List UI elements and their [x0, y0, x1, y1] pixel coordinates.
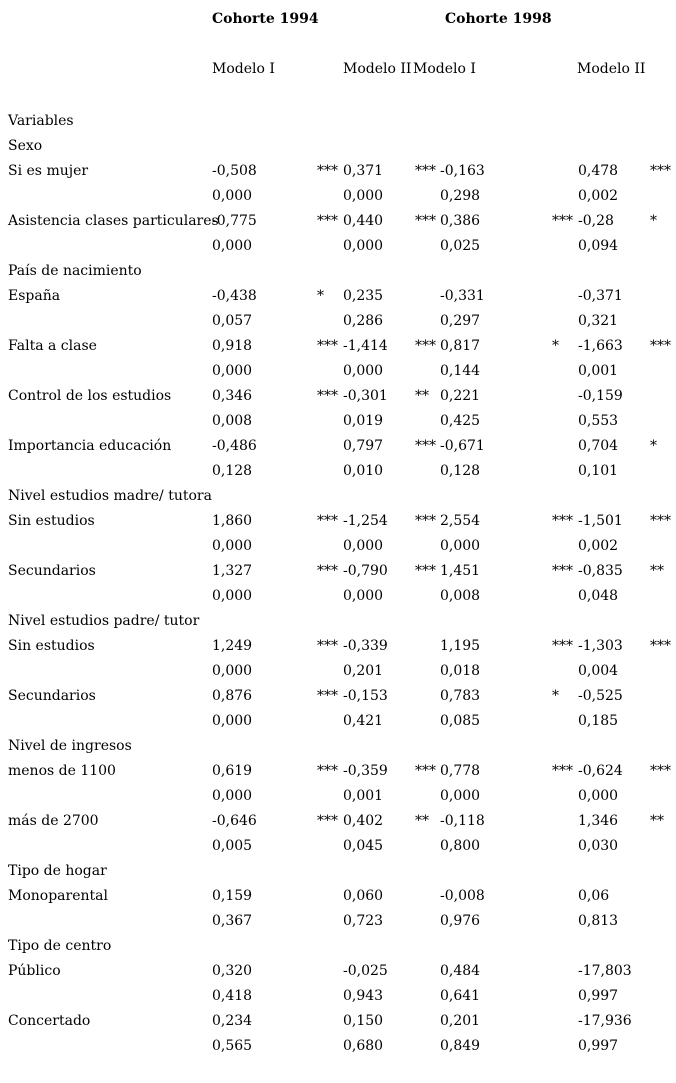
variable-label: Sin estudios: [8, 638, 95, 654]
section-label: Nivel estudios padre/ tutor: [8, 613, 200, 629]
section-row: [0, 110, 676, 135]
section-row: [0, 735, 676, 760]
coef-value: -0,339: [343, 638, 388, 654]
coefficient-row: [0, 335, 676, 360]
coefficient-row: [0, 760, 676, 785]
p-value: 0,004: [578, 663, 619, 679]
pvalue-row: [0, 710, 676, 735]
significance-stars: ***: [317, 513, 338, 529]
coef-value: -0,835: [578, 563, 623, 579]
p-value: 0,849: [440, 1038, 481, 1054]
coef-value: -0,775: [212, 213, 257, 229]
variable-label: Falta a clase: [8, 338, 97, 354]
p-value: 0,997: [578, 988, 619, 1004]
coef-value: -0,525: [578, 688, 623, 704]
coef-value: -0,118: [440, 813, 485, 829]
coef-value: -0,790: [343, 563, 388, 579]
coefficient-row: [0, 635, 676, 660]
significance-stars: ***: [415, 163, 436, 179]
significance-stars: **: [650, 563, 664, 579]
significance-stars: ***: [415, 438, 436, 454]
significance-stars: ***: [317, 338, 338, 354]
significance-stars: ***: [650, 163, 671, 179]
p-value: 0,000: [343, 188, 384, 204]
section-row: [0, 135, 676, 160]
section-label: Variables: [8, 113, 74, 129]
coef-value: 0,201: [440, 1013, 481, 1029]
section-row: [0, 260, 676, 285]
model-1-1994-header: Modelo I: [212, 61, 275, 77]
variable-label: Secundarios: [8, 563, 96, 579]
p-value: 0,321: [578, 313, 619, 329]
coef-value: -1,254: [343, 513, 388, 529]
p-value: 0,723: [343, 913, 384, 929]
pvalue-row: [0, 1035, 676, 1060]
p-value: 0,286: [343, 313, 384, 329]
model-header-row: [0, 58, 676, 83]
coef-value: 0,478: [578, 163, 619, 179]
coef-value: -1,303: [578, 638, 623, 654]
p-value: 0,000: [212, 363, 253, 379]
coef-value: 0,235: [343, 288, 384, 304]
p-value: 0,025: [440, 238, 481, 254]
coefficient-row: [0, 885, 676, 910]
pvalue-row: [0, 660, 676, 685]
pvalue-row: [0, 535, 676, 560]
coef-value: -0,371: [578, 288, 623, 304]
p-value: 0,008: [440, 588, 481, 604]
p-value: 0,997: [578, 1038, 619, 1054]
section-label: Tipo de hogar: [8, 863, 107, 879]
p-value: 0,000: [212, 788, 253, 804]
variable-label: Monoparental: [8, 888, 108, 904]
coef-value: 2,554: [440, 513, 481, 529]
p-value: 0,018: [440, 663, 481, 679]
pvalue-row: [0, 585, 676, 610]
section-label: Nivel estudios madre/ tutora: [8, 488, 212, 504]
p-value: 0,000: [343, 363, 384, 379]
p-value: 0,565: [212, 1038, 253, 1054]
variable-label: Concertado: [8, 1013, 91, 1029]
pvalue-row: [0, 410, 676, 435]
p-value: 0,367: [212, 913, 253, 929]
coef-value: -1,501: [578, 513, 623, 529]
coef-value: 0,778: [440, 763, 481, 779]
variable-label: Asistencia clases particulares: [8, 213, 219, 229]
p-value: 0,943: [343, 988, 384, 1004]
coef-value: -0,008: [440, 888, 485, 904]
coef-value: 0,619: [212, 763, 253, 779]
coef-value: -0,163: [440, 163, 485, 179]
significance-stars: ***: [317, 388, 338, 404]
coef-value: -0,438: [212, 288, 257, 304]
p-value: 0,000: [212, 188, 253, 204]
p-value: 0,128: [440, 463, 481, 479]
p-value: 0,185: [578, 713, 619, 729]
p-value: 0,425: [440, 413, 481, 429]
coefficient-row: [0, 435, 676, 460]
significance-stars: ***: [552, 638, 573, 654]
variable-label: más de 2700: [8, 813, 99, 829]
coefficient-row: [0, 510, 676, 535]
p-value: 0,085: [440, 713, 481, 729]
coef-value: 0,320: [212, 963, 253, 979]
p-value: 0,008: [212, 413, 253, 429]
significance-stars: ***: [317, 813, 338, 829]
section-row: [0, 935, 676, 960]
p-value: 0,000: [440, 538, 481, 554]
coefficient-row: [0, 685, 676, 710]
p-value: 0,000: [212, 538, 253, 554]
significance-stars: ***: [650, 513, 671, 529]
coef-value: -0,159: [578, 388, 623, 404]
coef-value: 1,860: [212, 513, 253, 529]
coef-value: 1,451: [440, 563, 481, 579]
p-value: 0,298: [440, 188, 481, 204]
significance-stars: *: [650, 213, 657, 229]
coef-value: 0,221: [440, 388, 481, 404]
coef-value: 0,876: [212, 688, 253, 704]
significance-stars: ***: [317, 638, 338, 654]
coef-value: 0,704: [578, 438, 619, 454]
coef-value: 1,346: [578, 813, 619, 829]
coef-value: 0,150: [343, 1013, 384, 1029]
variable-label: Control de los estudios: [8, 388, 172, 404]
coef-value: -1,663: [578, 338, 623, 354]
coef-value: -0,486: [212, 438, 257, 454]
significance-stars: **: [415, 388, 429, 404]
coefficient-row: [0, 210, 676, 235]
p-value: 0,048: [578, 588, 619, 604]
variable-label: España: [8, 288, 61, 304]
variable-label: Secundarios: [8, 688, 96, 704]
pvalue-row: [0, 185, 676, 210]
significance-stars: ***: [317, 763, 338, 779]
coef-value: 0,783: [440, 688, 481, 704]
pvalue-row: [0, 835, 676, 860]
significance-stars: ***: [415, 513, 436, 529]
cohort-header-row: [0, 8, 676, 33]
significance-stars: ***: [415, 213, 436, 229]
p-value: 0,418: [212, 988, 253, 1004]
significance-stars: **: [415, 813, 429, 829]
coef-value: 0,371: [343, 163, 384, 179]
significance-stars: *: [552, 338, 559, 354]
p-value: 0,000: [578, 788, 619, 804]
variable-label: Si es mujer: [8, 163, 89, 179]
p-value: 0,001: [343, 788, 384, 804]
coef-value: -17,936: [578, 1013, 632, 1029]
pvalue-row: [0, 460, 676, 485]
coefficient-row: [0, 560, 676, 585]
p-value: 0,000: [343, 538, 384, 554]
model-2-1998-header: Modelo II: [577, 61, 646, 77]
coef-value: -0,359: [343, 763, 388, 779]
section-row: [0, 610, 676, 635]
coef-value: -0,508: [212, 163, 257, 179]
p-value: 0,000: [212, 588, 253, 604]
significance-stars: *: [552, 688, 559, 704]
p-value: 0,057: [212, 313, 253, 329]
significance-stars: ***: [317, 163, 338, 179]
coefficient-row: [0, 160, 676, 185]
coef-value: -0,301: [343, 388, 388, 404]
coefficient-row: [0, 385, 676, 410]
coef-value: -0,646: [212, 813, 257, 829]
coef-value: 0,797: [343, 438, 384, 454]
significance-stars: *: [650, 438, 657, 454]
pvalue-row: [0, 910, 676, 935]
section-label: Tipo de centro: [8, 938, 112, 954]
significance-stars: ***: [415, 763, 436, 779]
coef-value: 0,484: [440, 963, 481, 979]
coef-value: 0,817: [440, 338, 481, 354]
p-value: 0,030: [578, 838, 619, 854]
coef-value: 0,918: [212, 338, 253, 354]
coef-value: -0,153: [343, 688, 388, 704]
variable-label: menos de 1100: [8, 763, 116, 779]
section-label: País de nacimiento: [8, 263, 142, 279]
p-value: 0,144: [440, 363, 481, 379]
p-value: 0,010: [343, 463, 384, 479]
pvalue-row: [0, 235, 676, 260]
significance-stars: ***: [415, 338, 436, 354]
p-value: 0,002: [578, 538, 619, 554]
significance-stars: ***: [317, 563, 338, 579]
coef-value: 1,327: [212, 563, 253, 579]
variable-label: Público: [8, 963, 61, 979]
coef-value: -1,414: [343, 338, 388, 354]
coef-value: -0,624: [578, 763, 623, 779]
p-value: 0,005: [212, 838, 253, 854]
significance-stars: ***: [552, 763, 573, 779]
significance-stars: ***: [552, 563, 573, 579]
coef-value: -0,331: [440, 288, 485, 304]
coef-value: 0,159: [212, 888, 253, 904]
p-value: 0,101: [578, 463, 619, 479]
section-label: Nivel de ingresos: [8, 738, 132, 754]
p-value: 0,000: [343, 588, 384, 604]
p-value: 0,019: [343, 413, 384, 429]
significance-stars: ***: [650, 638, 671, 654]
model-2-1994-header: Modelo II: [343, 61, 412, 77]
p-value: 0,000: [212, 238, 253, 254]
significance-stars: ***: [650, 763, 671, 779]
p-value: 0,553: [578, 413, 619, 429]
coef-value: -0,28: [578, 213, 614, 229]
p-value: 0,000: [212, 713, 253, 729]
p-value: 0,680: [343, 1038, 384, 1054]
significance-stars: ***: [650, 338, 671, 354]
table-body: [0, 110, 676, 1060]
coefficient-row: [0, 810, 676, 835]
variable-label: Sin estudios: [8, 513, 95, 529]
p-value: 0,421: [343, 713, 384, 729]
p-value: 0,201: [343, 663, 384, 679]
significance-stars: ***: [552, 513, 573, 529]
p-value: 0,800: [440, 838, 481, 854]
p-value: 0,976: [440, 913, 481, 929]
coef-value: 0,06: [578, 888, 610, 904]
significance-stars: ***: [415, 563, 436, 579]
significance-stars: **: [650, 813, 664, 829]
p-value: 0,002: [578, 188, 619, 204]
section-label: Sexo: [8, 138, 43, 154]
coef-value: 0,402: [343, 813, 384, 829]
coef-value: 1,195: [440, 638, 481, 654]
coef-value: 1,249: [212, 638, 253, 654]
p-value: 0,000: [212, 663, 253, 679]
model-1-1998-header: Modelo I: [413, 61, 476, 77]
coefficient-row: [0, 285, 676, 310]
p-value: 0,641: [440, 988, 481, 1004]
pvalue-row: [0, 785, 676, 810]
section-row: [0, 860, 676, 885]
pvalue-row: [0, 360, 676, 385]
coefficient-row: [0, 1010, 676, 1035]
significance-stars: *: [317, 288, 324, 304]
p-value: 0,813: [578, 913, 619, 929]
p-value: 0,128: [212, 463, 253, 479]
coef-value: 0,060: [343, 888, 384, 904]
section-row: [0, 485, 676, 510]
p-value: 0,094: [578, 238, 619, 254]
significance-stars: ***: [552, 213, 573, 229]
pvalue-row: [0, 310, 676, 335]
significance-stars: ***: [317, 688, 338, 704]
variable-label: Importancia educación: [8, 438, 172, 454]
significance-stars: ***: [317, 213, 338, 229]
p-value: 0,000: [343, 238, 384, 254]
coef-value: 0,386: [440, 213, 481, 229]
coef-value: 0,346: [212, 388, 253, 404]
cohort-1994-header: Cohorte 1994: [212, 11, 319, 27]
pvalue-row: [0, 985, 676, 1010]
coef-value: -0,025: [343, 963, 388, 979]
p-value: 0,001: [578, 363, 619, 379]
cohort-1998-header: Cohorte 1998: [445, 11, 552, 27]
coef-value: 0,440: [343, 213, 384, 229]
coef-value: -17,803: [578, 963, 632, 979]
coefficient-row: [0, 960, 676, 985]
coef-value: 0,234: [212, 1013, 253, 1029]
p-value: 0,297: [440, 313, 481, 329]
p-value: 0,045: [343, 838, 384, 854]
p-value: 0,000: [440, 788, 481, 804]
coef-value: -0,671: [440, 438, 485, 454]
